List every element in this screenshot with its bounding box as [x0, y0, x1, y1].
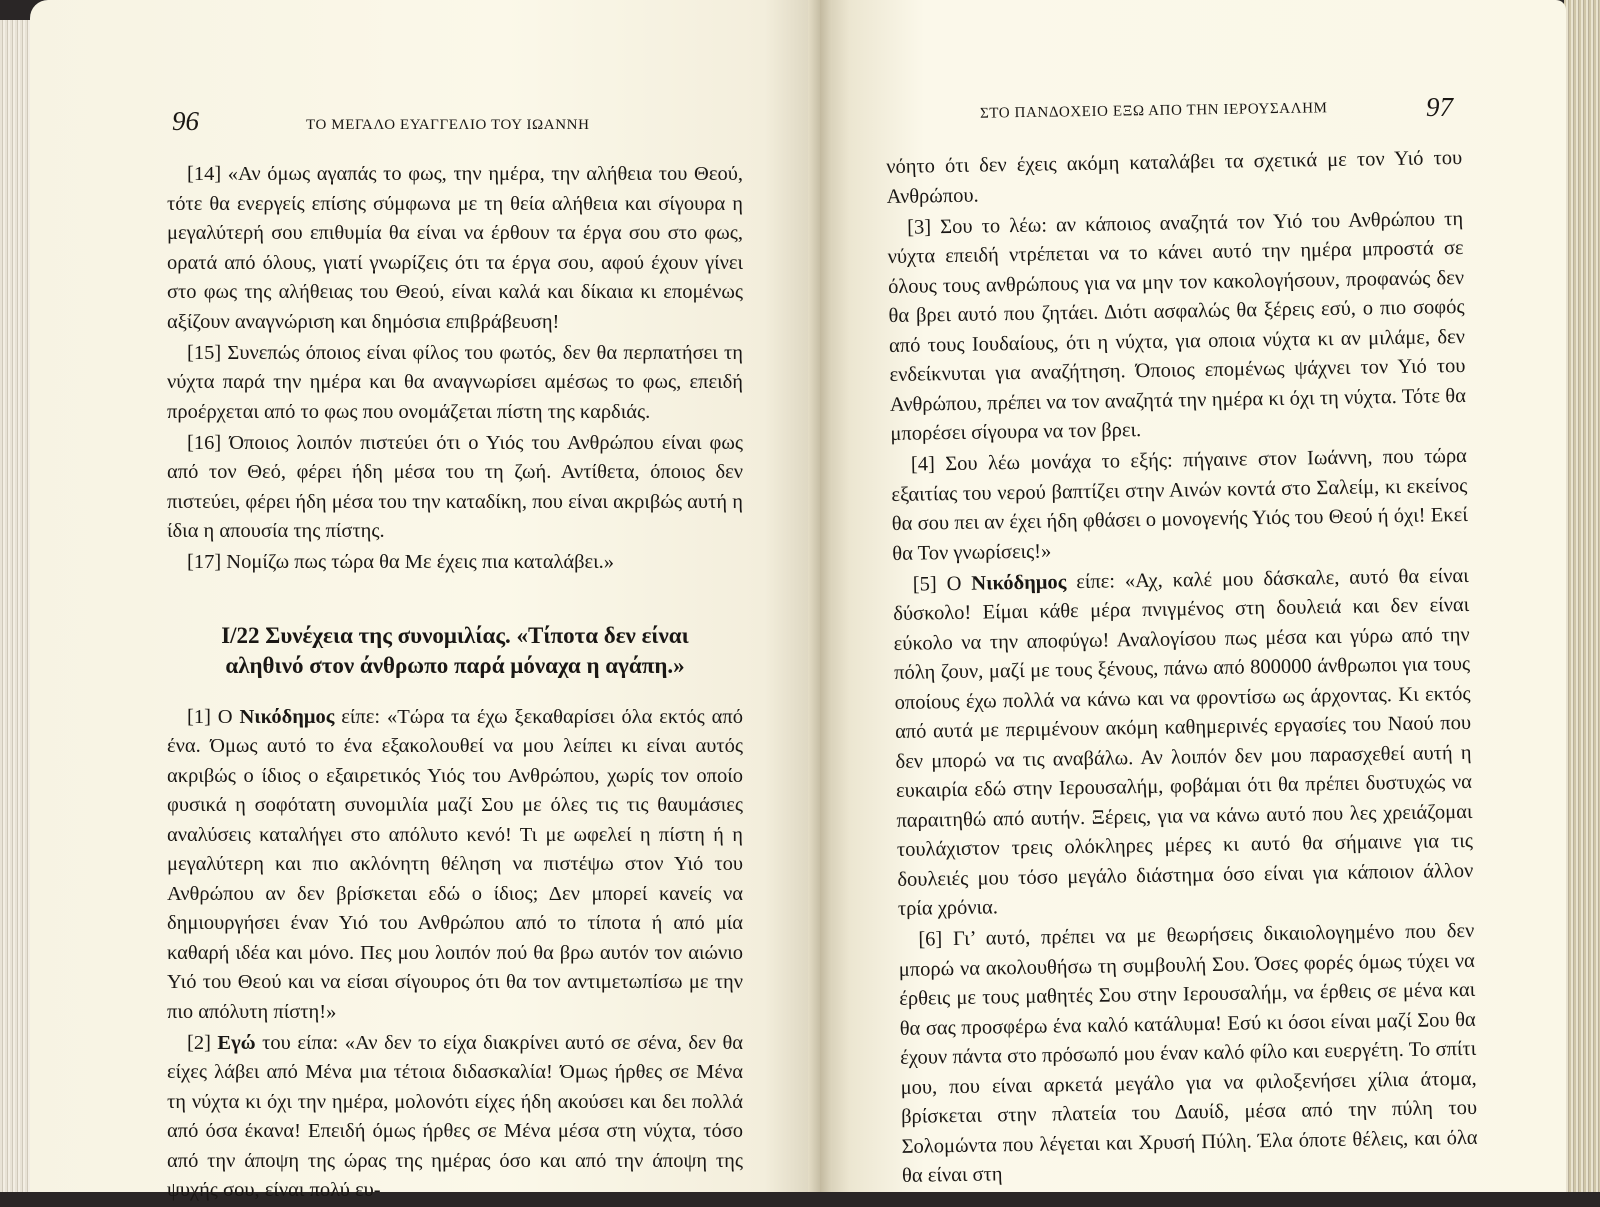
paragraph-5 — [893, 561, 1474, 924]
left-page — [30, 0, 820, 1201]
speaker-name: Νικόδημος — [239, 705, 335, 728]
paragraph-continued: νόητο ότι δεν έχεις ακόμη καταλάβει τα σχετικά με τον Υιό του Ανθρώπου. — [886, 146, 1463, 208]
paragraph-15: [15] Συνεπώς όποιος είναι φίλος του φωτός, δεν θα περπατήσει τη νύχτα παρά την ημέρα και θα αναγνωρίσει αμέσως το φως, επειδή προέρχεται από το φως που ονομάζεται πίστη της καρδιάς. — [167, 341, 743, 423]
paragraph-1 — [167, 703, 743, 1028]
paragraph-16: [16] Όποιος λοιπόν πιστεύει ότι ο Υιός του Ανθρώπου είναι φως από τον Θεό, φέρει ήδη μέσα του τη ζωή. Αντίθετα, όποιος δεν πιστεύει, φέρει ήδη μέσα του την καταδίκη, που είναι ακριβώς αυτή η ίδια η απουσία της πίστης. — [167, 431, 743, 542]
paragraph-17: [17] Νομίζω πως τώρα θα Με έχεις πια καταλάβει.» — [187, 551, 615, 573]
paragraph-14: [14] «Αν όμως αγαπάς το φως, την ημέρα, την αλήθεια του Θεού, τότε θα ενεργείς επίσης σύμφωνα με τη θεία αλήθεια και σίγουρα η μεγαλύτερή σου επιθυμία θα είναι να έρθουν τα έργα σου στο φως, ορατά από όλους, γιατί γνωρίζεις ότι τα έργα σου, αφού έχουν γίνει στο φως της αλήθειας του Θεού, είναι καλά και δίκαια κι επομένως αξίζουν αναγνώριση και δημόσια επιβράβευση! — [167, 163, 743, 333]
speaker-name: Εγώ — [217, 1031, 256, 1054]
book-gutter — [808, 0, 832, 1192]
paragraph-number: [2] — [187, 1031, 218, 1054]
paragraph-2 — [167, 1029, 743, 1206]
paragraph-6: [6] Γι’ αυτό, πρέπει να με θεωρήσεις δικαιολογημένο που δεν μπορώ να ακολουθήσω τη συμβουλή Σου. Όσες φορές όμως τύχει να έρθεις με τους μαθητές Σου στην Ιερουσαλήμ, να έρθεις σε μένα και θα σας προσφέρω ένα καλό κατάλυμα! Εσύ κι όσοι είναι μαζί Σου θα έχουν πάντα στο πρόσωπό μου έναν καλό φίλο και ευεργέτη. Το σπίτι μου, που είναι αρκετά μεγάλο για να φιλοξενήσει χίλια άτομα, βρίσκεται στην πλατεία του Δαυίδ, μέσα από την πύλη του Σολομώντα που λέγεται και Χρυσή Πύλη. Έλα όποτε θέλεις, και όλα θα είναι στη — [898, 919, 1478, 1187]
paragraph-text: είπε: «Τώρα τα έχω ξεκαθαρίσει όλα εκτός από ένα. Όμως αυτό το ένα εξακολουθεί να μου λείπει κι είναι αυτός ακριβώς ο ίδιος ο εξαιρετικός Υιός του Ανθρώπου, χωρίς τον οποίο φυσικά η σοφότατη συνομιλία μαζί Σου με όλες τις τις θαυμάσιες αναλύσεις καταλήγει στο απόλυτο κενό! Τι με ωφελεί η πίστη ή η μεγαλύτερη και πιο ακλόνητη θέληση να πιστέψω στον Υιό του Ανθρώπου αν δεν βρίσκεται εδώ ο ίδιος; Δεν μπορεί κανείς να δημιουργήσει έναν Υιό του Ανθρώπου από το τίποτα ή από μία καθαρή ιδέα και μόνο. Πες μου λοιπόν πού θα βρω αυτόν τον αιώνιο Υιό του Θεού και να είσαι σίγουρος ότι θα τον αντιμετωπίσω με την πιο απόλυτη πίστη!» — [167, 705, 743, 1023]
running-head-left: ΤΟ ΜΕΓΑΛΟ ΕΥΑΓΓΕΛΙΟ ΤΟΥ ΙΩΑΝΝΗ — [306, 117, 590, 133]
paragraph-4: [4] Σου λέω μονάχα το εξής: πήγαινε στον Ιωάννη, που τώρα εξαιτίας του νερού βαπτίζει στην Αινών κοντά στο Σαλείμ, κι εκείνος θα σου πει αν έχει ήδη φθάσει ο μονογενής Υιός του Θεού ή όχι! Εκεί θα Τον γνωρίσεις!» — [891, 444, 1468, 565]
right-page-edges — [1564, 0, 1600, 1192]
page-number-right: 97 — [1426, 92, 1453, 122]
speaker-name: Νικόδημος — [971, 570, 1067, 595]
right-page — [820, 0, 1566, 1192]
paragraph-text: του είπα: «Αν δεν το είχα διακρίνει αυτό σε σένα, δεν θα είχες λάβει από Μένα μια τέτοια διδασκαλία! Όμως ήρθες σε Μένα τη νύχτα κι όχι την ημέρα, μολονότι είχες ήδη ακούσει και δει πολλά από όσα έκανα! Επειδή όμως ήρθες σε Μένα μέσα στη νύχτα, τόσο από την άποψη της ώρας της ημέρας όσο και από την άποψη της ψυχής σου, είναι πολύ ευ- — [167, 1031, 744, 1201]
page-number-left: 96 — [172, 106, 199, 136]
paragraph-3: [3] Σου το λέω: αν κάποιος αναζητά τον Υιό του Ανθρώπου τη νύχτα επειδή ντρέπεται να το κάνει αυτό την ημέρα μπροστά σε όλους τους ανθρώπους για να μην τον κακολογήσουν, προφανώς δεν θα βρει αυτό που ζητάει. Διότι ασφαλώς θα ξέρεις εσύ, ο πιο σοφός από τους Ιουδαίους, ότι η νύχτα, για οποια νύχτα κι αν μιλάμε, δεν ενδείκνυται για αναζήτηση. Όποιος επομένως ψάχνει τον Υιό του Ανθρώπου, πρέπει να τον αναζητά την ημέρα κι όχι τη νύχτα. Τότε θα μπορέσει σίγουρα να τον βρει. — [887, 207, 1467, 445]
paragraph-number: [1] Ο — [187, 705, 240, 728]
chapter-heading — [167, 621, 743, 681]
paragraph-number: [5] Ο — [912, 572, 972, 596]
right-body-text — [886, 144, 1478, 1193]
left-body-text — [167, 160, 743, 1207]
running-head-right: ΣΤΟ ΠΑΝΔΟΧΕΙΟ ΕΞΩ ΑΠΟ ΤΗΝ ΙΕΡΟΥΣΑΛΗΜ — [979, 100, 1328, 122]
paragraph-text: είπε: «Αχ, καλέ μου δάσκαλε, αυτό θα είναι δύσκολο! Είμαι κάθε μέρα πνιγμένος στη δουλειά και δεν είναι εύκολο να την αποφύγω! Αναλογίσου πως μέσα και γύρω από την πόλη ζουν, μαζί με τους ξένους, πάνω από 800000 άνθρωποι για τους οποίους έχω πολλά να κάνω και να φροντίσω ως άρχοντας. Κι εκτός από αυτά με περιμένουν ακόμη καθημερινές εργασίες του Ναού που δεν μπορώ να τις αναβάλω. Αν λοιπόν δεν μου παρασχεθεί αυτή η ευκαιρία εδώ στην Ιερουσαλήμ, φοβάμαι ότι θα πρέπει δυστυχώς να παραιτηθώ από αυτήν. Ξέρεις, για να κάνω αυτό που λες χρειάζομαι τουλάχιστον τρεις ολόκληρες μέρες κι αυτό θα σήμαινε για τις δουλειές μου τόσο μεγάλο διάστημα όσο είναι για κάποιον άλλον τρία χρόνια. — [893, 564, 1474, 920]
chapter-heading-line-2: αληθινό στον άνθρωπο παρά μόναχα η αγάπη.» — [225, 652, 685, 678]
chapter-heading-line-1: I/22 Συνέχεια της συνομιλίας. «Τίποτα δεν είναι — [221, 622, 689, 648]
